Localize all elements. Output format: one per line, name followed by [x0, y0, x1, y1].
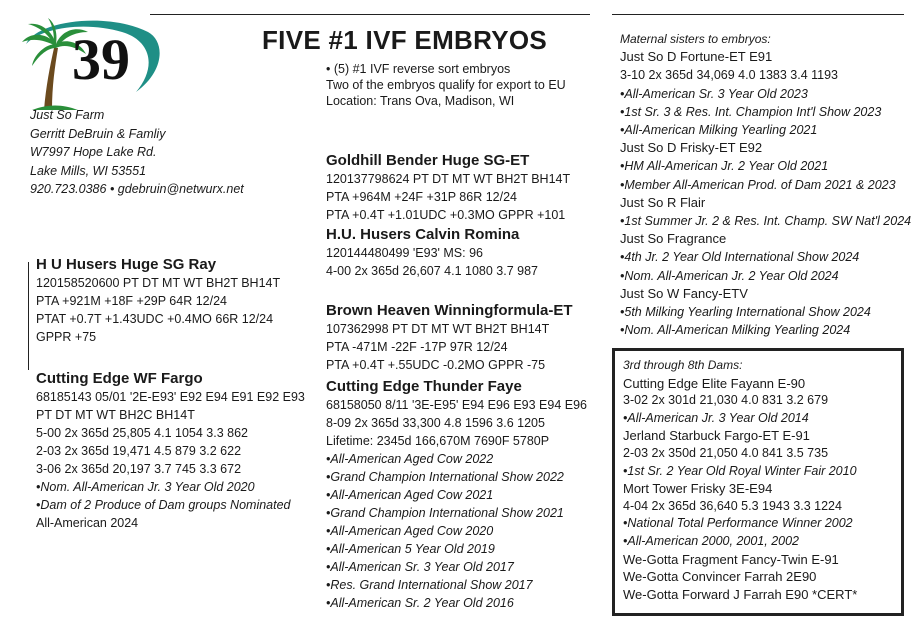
record-line: 4-00 2x 365d 26,607 4.1 1080 3.7 987: [326, 264, 538, 278]
award-line: •All-American Milking Yearling 2021: [620, 123, 818, 138]
award-line: •All-American Aged Cow 2021: [326, 488, 494, 502]
award-line: •1st Sr. 2 Year Old Royal Winter Fair 2010: [623, 463, 857, 478]
dam-block: [36, 370, 305, 532]
animal-name: Just So W Fancy-ETV: [620, 285, 748, 301]
farm-info-line: Just So Farm: [30, 108, 105, 122]
record-line: PT DT MT WT BH2C BH14T: [36, 408, 195, 422]
logo-palm-trunk: [44, 48, 58, 110]
lot-summary: [326, 61, 566, 109]
animal-name: Brown Heaven Winningformula-ET: [326, 302, 573, 319]
dam-of-dam-block: [326, 378, 587, 612]
animal-name: Cutting Edge Elite Fayann E-90: [623, 375, 806, 391]
record-line: 68158050 8/11 '3E-E95' E94 E96 E93 E94 E96: [326, 398, 587, 412]
award-line: •Nom. All-American Jr. 3 Year Old 2020: [36, 480, 255, 494]
award-line: •All-American Aged Cow 2022: [326, 452, 494, 466]
maternal-sisters-section: [620, 30, 911, 339]
award-line: •1st Summer Jr. 2 & Res. Int. Champ. SW Nat'l 2024: [620, 214, 912, 229]
record-line: GPPR +75: [36, 330, 97, 344]
record-line: PTA +921M +18F +29P 64R 12/24: [36, 294, 227, 308]
farm-contact-info: [30, 106, 244, 199]
record-line: 3-02 2x 301d 21,030 4.0 831 3.2 679: [623, 393, 829, 408]
record-line: 4-04 2x 365d 36,640 5.3 1943 3.3 1224: [623, 498, 842, 513]
award-line: •1st Sr. 3 & Res. Int. Champion Int'l Show 2023: [620, 104, 882, 119]
record-line: 120137798624 PT DT MT WT BH2T BH14T: [326, 172, 571, 186]
sire-of-sire-block: [326, 152, 570, 224]
award-line: •Nom. All-American Milking Yearling 2024: [620, 323, 851, 338]
animal-name: We-Gotta Convincer Farrah 2E90: [623, 569, 817, 585]
record-line: 2-03 2x 350d 21,050 4.0 841 3.5 735: [623, 445, 829, 460]
award-line: •HM All-American Jr. 2 Year Old 2021: [620, 159, 829, 174]
award-line: •All-American Aged Cow 2020: [326, 524, 494, 538]
record-line: PTA +0.4T +.55UDC -0.2MO GPPR -75: [326, 358, 546, 372]
award-line: •All-American 5 Year Old 2019: [326, 542, 495, 556]
record-line: PTA +964M +24F +31P 86R 12/24: [326, 190, 517, 204]
record-line: PTAT +0.7T +1.43UDC +0.4MO 66R 12/24: [36, 312, 274, 326]
award-line: •Dam of 2 Produce of Dam groups Nominated: [36, 498, 291, 512]
top-rule: [150, 14, 590, 15]
page-headline: FIVE #1 IVF EMBRYOS: [262, 25, 548, 55]
record-line: PTA -471M -22F -17P 97R 12/24: [326, 340, 508, 354]
animal-name: We-Gotta Forward J Farrah E90 *CERT*: [623, 586, 858, 602]
record-line: 5-00 2x 365d 25,805 4.1 1054 3.3 862: [36, 426, 248, 440]
top-rule: [612, 14, 904, 15]
summary-line: Two of the embryos qualify for export to EU: [326, 78, 566, 92]
animal-name: Cutting Edge WF Fargo: [36, 370, 203, 387]
animal-name: Cutting Edge Thunder Faye: [326, 378, 522, 395]
award-line: •Grand Champion International Show 2022: [326, 470, 564, 484]
record-line: Lifetime: 2345d 166,670M 7690F 5780P: [326, 434, 550, 448]
award-line: •All-American Jr. 3 Year Old 2014: [623, 410, 809, 425]
animal-name: Mort Tower Frisky 3E-E94: [623, 481, 773, 497]
record-line: 3-06 2x 365d 20,197 3.7 745 3.3 672: [36, 462, 242, 476]
record-line: 8-09 2x 365d 33,300 4.8 1596 3.6 1205: [326, 416, 545, 430]
animal-name: Just So D Frisky-ET E92: [620, 140, 763, 156]
animal-name: Just So R Flair: [620, 194, 706, 210]
award-line: •All-American 2000, 2001, 2002: [623, 533, 800, 548]
animal-name: Goldhill Bender Huge SG-ET: [326, 152, 530, 169]
ancestor-dams-box: [612, 348, 904, 616]
award-line: •Res. Grand International Show 2017: [326, 578, 533, 592]
farm-info-line: Gerritt DeBruin & Famliy: [30, 126, 166, 141]
award-line: •4th Jr. 2 Year Old International Show 2024: [620, 250, 860, 265]
award-line: •Nom. All-American Jr. 2 Year Old 2024: [620, 268, 839, 283]
sire-bracket: [28, 262, 29, 370]
section-heading: Maternal sisters to embryos:: [620, 32, 771, 46]
animal-name: We-Gotta Fragment Fancy-Twin E-91: [623, 551, 839, 567]
summary-line: Location: Trans Ova, Madison, WI: [326, 94, 515, 108]
record-line: PTA +0.4T +1.01UDC +0.3MO GPPR +101: [326, 208, 566, 222]
animal-name: H U Husers Huge SG Ray: [36, 256, 217, 273]
award-line: •Grand Champion International Show 2021: [326, 506, 564, 520]
record-line: 120144480499 'E93' MS: 96: [326, 246, 483, 260]
lot-number: 39: [72, 27, 130, 92]
award-line: •Member All-American Prod. of Dam 2021 & 2023: [620, 177, 896, 192]
award-line: •All-American Sr. 2 Year Old 2016: [326, 596, 514, 610]
animal-name: Just So D Fortune-ET E91: [620, 49, 773, 65]
record-line: 2-03 2x 365d 19,471 4.5 879 3.2 622: [36, 444, 242, 458]
award-line: •National Total Performance Winner 2002: [623, 516, 853, 531]
record-line: 120158520600 PT DT MT WT BH2T BH14T: [36, 276, 281, 290]
record-line: 68185143 05/01 '2E-E93' E92 E94 E91 E92 E93: [36, 390, 305, 404]
award-line: •All-American Sr. 3 Year Old 2023: [620, 86, 808, 101]
farm-info-line: Lake Mills, WI 53551: [30, 163, 147, 178]
award-line: •All-American Sr. 3 Year Old 2017: [326, 560, 514, 574]
animal-name: Just So Fragrance: [620, 231, 727, 247]
section-heading: 3rd through 8th Dams:: [623, 358, 743, 372]
sire-block: [36, 256, 280, 346]
dam-of-sire-block: [326, 226, 538, 280]
sire-of-dam-block: [326, 302, 573, 374]
summary-line: • (5) #1 IVF reverse sort embryos: [326, 62, 511, 76]
record-line: 107362998 PT DT MT WT BH2T BH14T: [326, 322, 550, 336]
record-line: All-American 2024: [36, 516, 139, 530]
animal-name: H.U. Husers Calvin Romina: [326, 226, 520, 243]
animal-name: Jerland Starbuck Fargo-ET E-91: [623, 428, 810, 444]
farm-info-line: W7997 Hope Lake Rd.: [30, 145, 157, 159]
farm-info-line: 920.723.0386 • gdebruin@netwurx.net: [30, 182, 244, 196]
award-line: •5th Milking Yearling International Show 2024: [620, 305, 871, 320]
record-line: 3-10 2x 365d 34,069 4.0 1383 3.4 1193: [620, 68, 839, 83]
